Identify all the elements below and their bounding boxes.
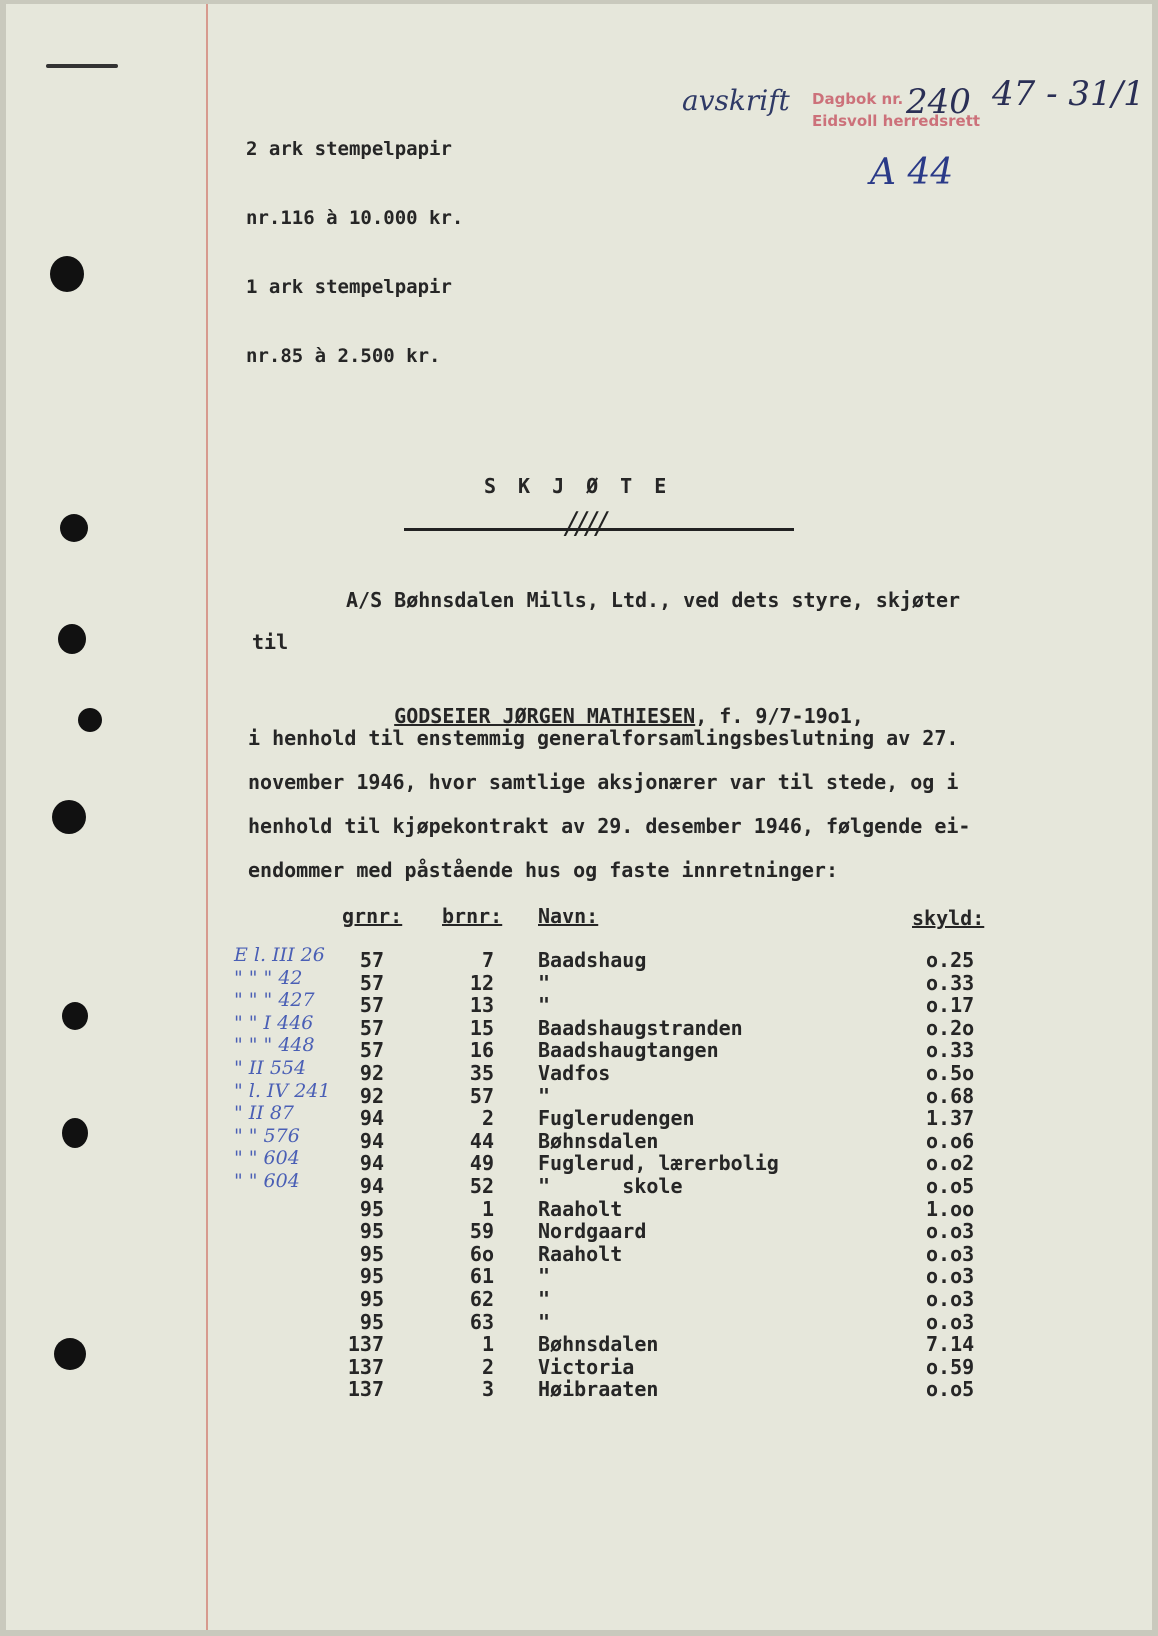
cell-skyld: o.o2 [926,1151,975,1175]
cell-brnr: 35 [469,1061,494,1085]
cell-navn: " [538,993,551,1017]
row-annotation: E l. III 26 [234,944,325,966]
punch-hole [50,256,84,292]
cell-skyld: o.o6 [926,1129,975,1153]
header-line: nr.116 à 10.000 kr. [246,207,464,229]
stamp-line: Eidsvoll herredsrett [812,112,981,130]
cell-brnr: 63 [469,1310,494,1334]
cell-grnr: 95 [359,1310,384,1334]
buyer-name: GODSEIER JØRGEN MATHIESEN [394,704,696,728]
header-line: 2 ark stempelpapir [246,138,452,160]
cell-navn: Fuglerudengen [538,1106,695,1130]
row-annotation: " " I 446 [234,1012,314,1034]
document-page [6,4,1152,1630]
cell-navn: Baadshaugtangen [538,1038,719,1062]
cell-skyld: o.33 [926,1038,975,1062]
cell-brnr: 49 [469,1151,494,1175]
row-annotation: " " 604 [234,1170,300,1192]
cell-skyld: 1.oo [926,1197,975,1221]
row-annotation: " " 576 [234,1125,300,1147]
row-annotation: " " " 448 [234,1034,315,1056]
cell-brnr: 16 [469,1038,494,1062]
cell-grnr: 95 [359,1287,384,1311]
cell-navn: " [538,1310,551,1334]
cell-brnr: 62 [469,1287,494,1311]
body-line: i henhold til enstemmig generalforsamlingsbeslutning av 27. [248,726,959,750]
punch-hole [62,1002,88,1030]
cell-navn: Fuglerud, lærerbolig [538,1151,779,1175]
cell-brnr: 61 [469,1264,494,1288]
cell-skyld: o.o3 [926,1287,975,1311]
body-line: endommer med påstående hus og faste innretninger: [248,858,839,882]
cell-navn: " [538,1264,551,1288]
cell-grnr: 94 [359,1106,384,1130]
cell-skyld: o.o3 [926,1264,975,1288]
row-annotation: " " " 427 [234,989,315,1011]
cell-grnr: 57 [359,948,384,972]
cell-skyld: o.o3 [926,1219,975,1243]
cell-navn: Nordgaard [538,1219,647,1243]
row-annotation: " II 87 [234,1102,295,1124]
row-annotation: " II 554 [234,1057,307,1079]
body-line: november 1946, hvor samtlige aksjonærer var til stede, og i [248,770,959,794]
cell-skyld: 1.37 [926,1106,975,1130]
cell-brnr: 1 [481,1332,494,1356]
punch-hole [78,708,102,732]
cell-grnr: 94 [359,1151,384,1175]
cell-navn: Victoria [538,1355,635,1379]
cell-skyld: o.33 [926,971,975,995]
cell-navn: " [538,1084,551,1108]
cell-skyld: o.68 [926,1084,975,1108]
cell-brnr: 59 [469,1219,494,1243]
col-header-skyld: skyld: [912,906,985,930]
stamp-line: Dagbok nr. [812,90,904,108]
cell-skyld: o.17 [926,993,975,1017]
cell-brnr: 6o [469,1242,494,1266]
row-annotation: " l. IV 241 [234,1080,331,1102]
cell-brnr: 57 [469,1084,494,1108]
cell-navn: Bøhnsdalen [538,1332,659,1356]
cell-navn: " [538,1287,551,1311]
cell-grnr: 57 [359,1016,384,1040]
cell-brnr: 52 [469,1174,494,1198]
cell-grnr: 95 [359,1264,384,1288]
cell-skyld: 7.14 [926,1332,975,1356]
col-header-brnr: brnr: [442,904,503,928]
cell-navn: Høibraaten [538,1377,659,1401]
cell-brnr: 44 [469,1129,494,1153]
document-title: SKJØTE [484,474,689,498]
cell-navn: Vadfos [538,1061,611,1085]
cell-navn: Baadshaug [538,948,647,972]
cell-brnr: 2 [481,1355,494,1379]
cell-brnr: 12 [469,971,494,995]
rule-marks: //// [566,506,607,541]
cell-skyld: o.5o [926,1061,975,1085]
header-line: 1 ark stempelpapir [246,276,452,298]
cell-grnr: 95 [359,1242,384,1266]
cell-brnr: 3 [481,1377,494,1401]
cell-skyld: o.59 [926,1355,975,1379]
body-line: henhold til kjøpekontrakt av 29. desember 1946, følgende ei- [248,814,971,838]
cell-skyld: o.2o [926,1016,975,1040]
intro-line: A/S Bøhnsdalen Mills, Ltd., ved dets styre, skjøter [346,588,961,612]
cell-grnr: 137 [347,1332,384,1356]
cell-grnr: 94 [359,1129,384,1153]
header-line: nr.85 à 2.500 kr. [246,345,441,367]
cell-grnr: 95 [359,1219,384,1243]
cell-grnr: 95 [359,1197,384,1221]
cell-grnr: 92 [359,1084,384,1108]
cell-skyld: o.o5 [926,1377,975,1401]
cell-navn: Bøhnsdalen [538,1129,659,1153]
punch-hole [58,624,86,654]
stamp-paper-note [246,92,463,414]
cell-brnr: 7 [481,948,494,972]
cell-navn: Raaholt [538,1197,623,1221]
row-annotation: " " " 42 [234,967,303,989]
cell-grnr: 57 [359,993,384,1017]
cell-grnr: 57 [359,971,384,995]
cell-skyld: o.25 [926,948,975,972]
buyer-birth: , f. 9/7-19o1, [695,704,864,728]
cell-skyld: o.o5 [926,1174,975,1198]
handwritten-dagbok-number: 240 [906,82,971,122]
col-header-navn: Navn: [538,904,599,928]
cell-navn: " skole [538,1174,683,1198]
col-header-grnr: grnr: [342,904,403,928]
intro-line-2: til [252,630,289,654]
cell-navn: Raaholt [538,1242,623,1266]
handwritten-reference: A 44 [870,152,954,193]
cell-grnr: 137 [347,1355,384,1379]
punch-hole [60,514,88,542]
punch-hole [54,1338,86,1370]
corner-mark [46,64,118,68]
handwritten-dagbok-date: 47 - 31/1 [992,74,1145,114]
cell-grnr: 57 [359,1038,384,1062]
cell-brnr: 2 [481,1106,494,1130]
cell-grnr: 94 [359,1174,384,1198]
cell-grnr: 92 [359,1061,384,1085]
margin-line [206,4,208,1630]
cell-brnr: 13 [469,993,494,1017]
handwritten-avskrift: avskrift [682,84,790,117]
punch-hole [52,800,86,834]
cell-navn: " [538,971,551,995]
cell-navn: Baadshaugstranden [538,1016,743,1040]
punch-hole [62,1118,88,1148]
cell-brnr: 15 [469,1016,494,1040]
cell-brnr: 1 [481,1197,494,1221]
row-annotation: " " 604 [234,1147,300,1169]
cell-skyld: o.o3 [926,1242,975,1266]
cell-grnr: 137 [347,1377,384,1401]
cell-skyld: o.o3 [926,1310,975,1334]
